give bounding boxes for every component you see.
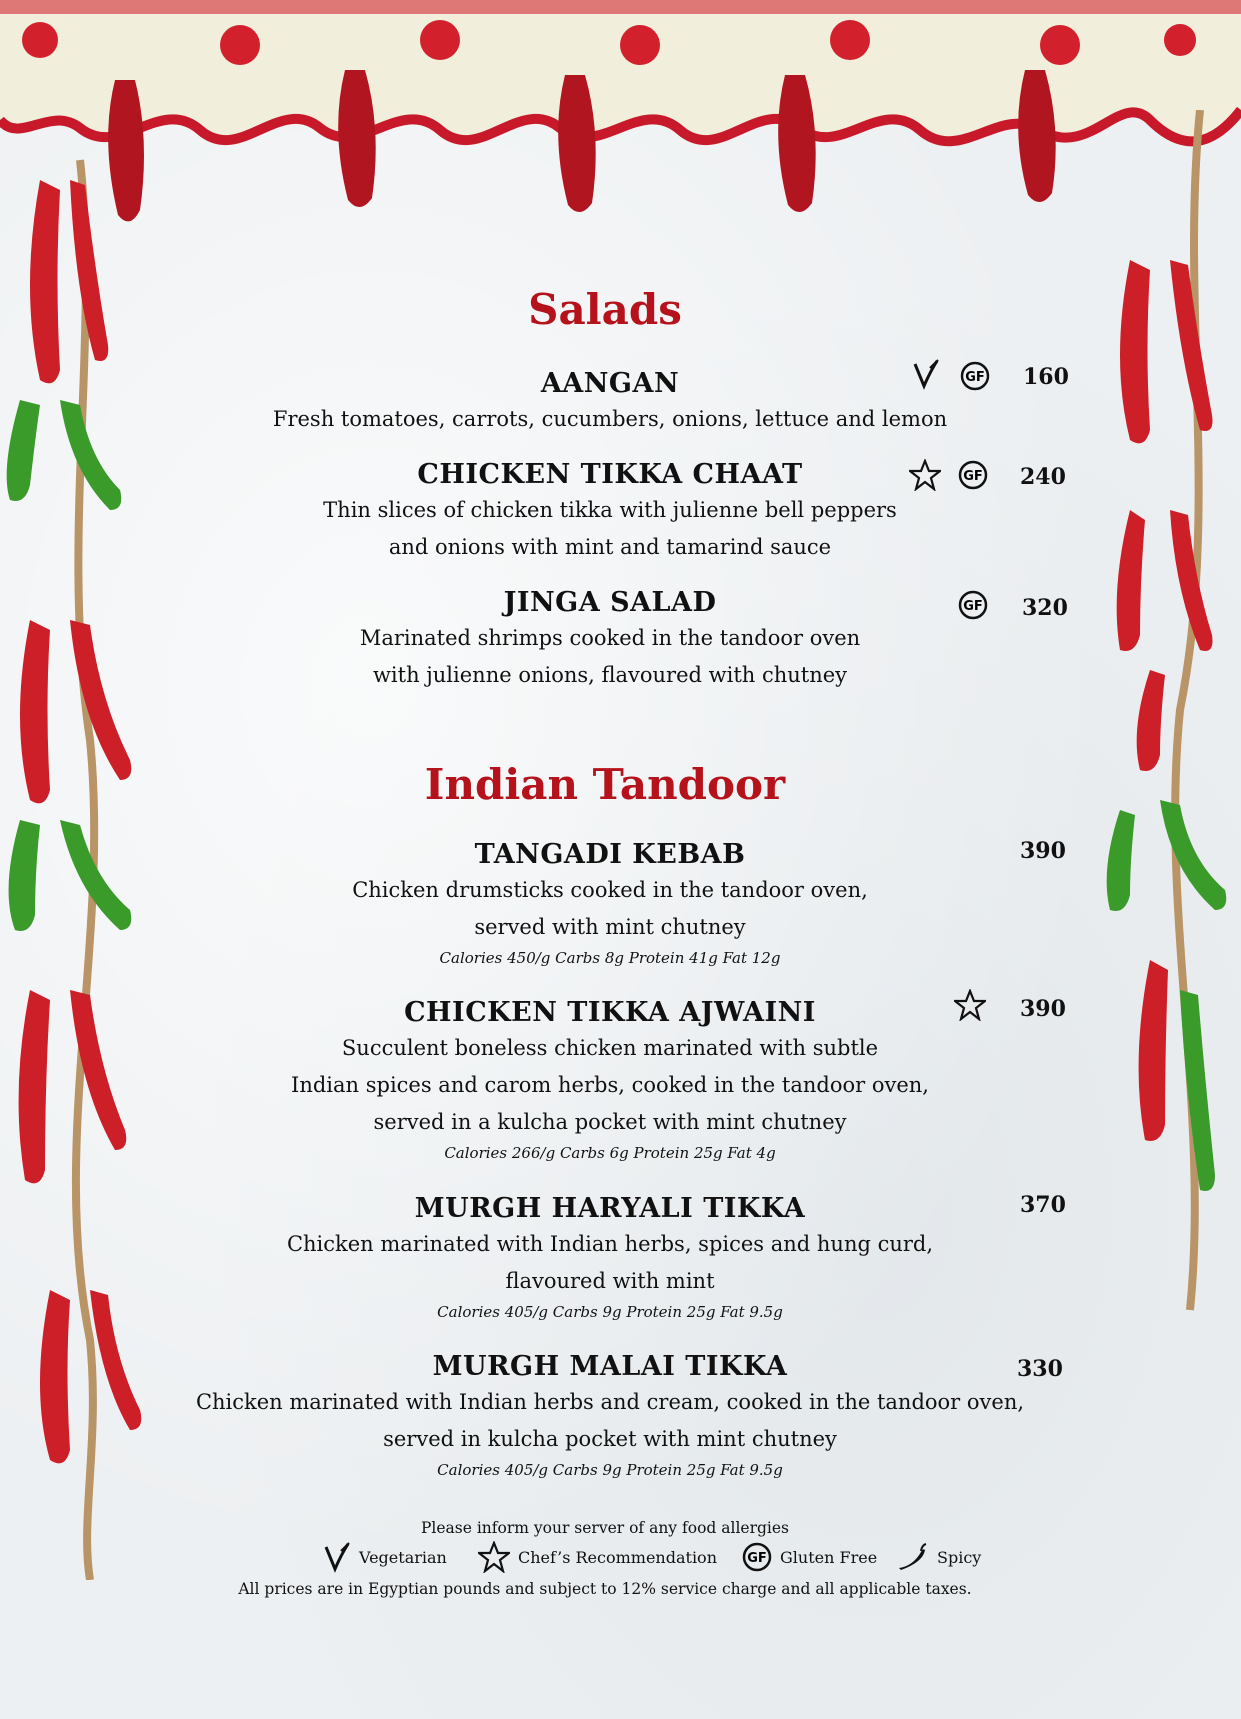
item-description: Chicken drumsticks cooked in the tandoor oven,: [352, 878, 868, 902]
legend-label: Vegetarian: [359, 1547, 447, 1567]
legend-label: Gluten Free: [780, 1547, 878, 1567]
menu-item-jinga-salad: [190, 586, 1030, 694]
item-description: and onions with mint and tamarind sauce: [388, 535, 832, 559]
nutrition-info: Calories 266/g Carbs 6g Protein 25g Fat 4g: [444, 1144, 776, 1162]
legend-chefs-recommendation: [478, 1537, 717, 1577]
item-price: 390: [1020, 996, 1066, 1022]
item-description: Fresh tomatoes, carrots, cucumbers, onions, lettuce and lemon: [272, 407, 948, 431]
legend-label: Chef’s Recommendation: [518, 1547, 717, 1567]
menu-item-chicken-tikka-ajwaini: [190, 996, 1030, 1165]
svg-text:GF: GF: [965, 370, 985, 385]
item-price: 390: [1020, 838, 1066, 864]
item-description: with julienne onions, flavoured with chutney: [372, 663, 848, 687]
menu-item-murgh-haryali-tikka: [190, 1192, 1030, 1324]
chefs-recommendation-icon: [909, 459, 941, 491]
vegetarian-icon: [912, 358, 940, 390]
item-name: CHICKEN TIKKA CHAAT: [417, 459, 803, 490]
legend-label: Spicy: [937, 1547, 982, 1567]
chefs-recommendation-icon: [478, 1541, 510, 1573]
legend-vegetarian: [323, 1537, 447, 1577]
chili-icon: [895, 1542, 929, 1572]
allergy-note: Please inform your server of any food allergies: [420, 1519, 789, 1537]
item-name: JINGA SALAD: [503, 587, 717, 618]
price-note: All prices are in Egyptian pounds and subject to 12% service charge and all applicable taxes.: [238, 1580, 972, 1598]
item-price: 160: [1023, 364, 1069, 390]
item-description: served in a kulcha pocket with mint chutney: [373, 1110, 847, 1134]
svg-text:GF: GF: [963, 469, 983, 484]
menu-item-tangadi-kebab: [190, 838, 1030, 970]
gluten-free-icon: [742, 1542, 772, 1572]
item-description: served in kulcha pocket with mint chutney: [383, 1427, 837, 1451]
section-title-salads: Salads: [528, 285, 682, 334]
gluten-free-icon: [960, 361, 990, 391]
item-description: Marinated shrimps cooked in the tandoor oven: [359, 626, 861, 650]
vegetarian-icon: [323, 1541, 351, 1573]
item-description: Indian spices and carom herbs, cooked in the tandoor oven,: [291, 1073, 929, 1097]
nutrition-info: Calories 405/g Carbs 9g Protein 25g Fat 9.5g: [437, 1461, 783, 1479]
nutrition-info: Calories 405/g Carbs 9g Protein 25g Fat 9.5g: [437, 1303, 783, 1321]
menu-item-aangan: [190, 367, 1030, 438]
item-description: Thin slices of chicken tikka with julienne bell peppers: [323, 498, 897, 522]
menu-item-murgh-malai-tikka: [190, 1350, 1030, 1482]
item-description: Succulent boneless chicken marinated with subtle: [341, 1036, 879, 1060]
nutrition-info: Calories 450/g Carbs 8g Protein 41g Fat 12g: [439, 949, 781, 967]
svg-text:GF: GF: [963, 599, 983, 614]
gluten-free-icon: [958, 590, 988, 620]
legend: [0, 1537, 1210, 1577]
legend-spicy: [895, 1537, 981, 1577]
item-description: served with mint chutney: [474, 915, 746, 939]
item-price: 370: [1020, 1192, 1066, 1218]
section-title-indian-tandoor: Indian Tandoor: [424, 760, 786, 809]
chili-garland-left: [0, 140, 160, 1580]
legend-gluten-free: [742, 1537, 877, 1577]
item-description: Chicken marinated with Indian herbs and cream, cooked in the tandoor oven,: [195, 1390, 1025, 1414]
item-name: TANGADI KEBAB: [474, 839, 746, 870]
item-name: MURGH HARYALI TIKKA: [414, 1193, 806, 1224]
menu-item-chicken-tikka-chaat: [190, 458, 1030, 566]
toran-decoration: [0, 0, 1241, 240]
item-name: AANGAN: [540, 368, 680, 399]
svg-text:GF: GF: [747, 1551, 767, 1566]
item-name: MURGH MALAI TIKKA: [432, 1351, 788, 1382]
item-name: CHICKEN TIKKA AJWAINI: [404, 997, 816, 1028]
item-description: Chicken marinated with Indian herbs, spices and hung curd,: [286, 1232, 934, 1256]
item-description: flavoured with mint: [505, 1269, 715, 1293]
item-price: 240: [1020, 464, 1066, 490]
item-price: 330: [1017, 1356, 1063, 1382]
gluten-free-icon: [958, 460, 988, 490]
item-price: 320: [1022, 595, 1068, 621]
chefs-recommendation-icon: [954, 989, 986, 1021]
